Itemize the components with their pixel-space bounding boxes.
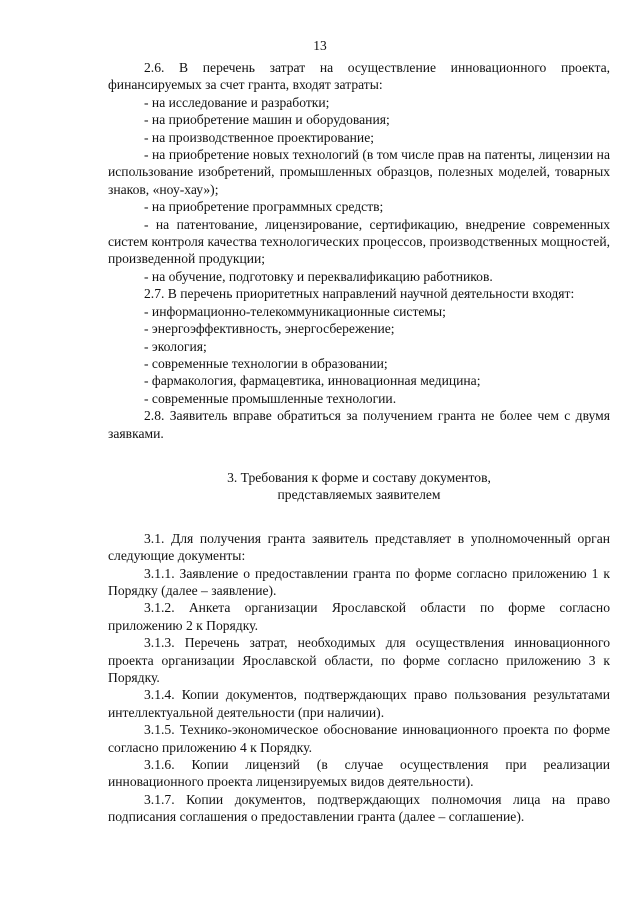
priority-item: - экология;: [144, 338, 207, 354]
paragraph-3-1-3: 3.1.3. Перечень затрат, необходимых для осуществления инновационного проекта организации Ярославской области, по форме согласно приложению 3 к Порядку.: [108, 635, 610, 685]
document-body: [108, 59, 610, 826]
priority-item: - современные технологии в образовании;: [144, 355, 388, 371]
paragraph-3-1-5: 3.1.5. Технико-экономическое обоснование инновационного проекта по форме согласно приложению 4 к Порядку.: [108, 722, 610, 755]
cost-item: - на приобретение новых технологий (в том числе прав на патенты, лицензии на использование изобретений, промышленных образцов, полезных моделей, товарных знаков, «ноу-хау»);: [108, 147, 610, 197]
priority-item: - энергоэффективность, энергосбережение;: [144, 321, 395, 337]
paragraph-3-1: 3.1. Для получения гранта заявитель представляет в уполномоченный орган следующие документы:: [108, 530, 610, 564]
cost-item: - на исследование и разработки;: [144, 94, 330, 110]
paragraph-3-1-7: 3.1.7. Копии документов, подтверждающих полномочия лица на право подписания соглашения о предоставлении гранта (далее – соглашение).: [108, 791, 610, 825]
cost-item: - на производственное проектирование;: [144, 129, 375, 145]
priority-item: - информационно-телекоммуникационные системы;: [144, 303, 446, 319]
paragraph-2-8: 2.8. Заявитель вправе обратиться за получением гранта не более чем с двумя заявками.: [108, 408, 610, 441]
page-number: 13: [313, 38, 327, 53]
cost-item: - на патентование, лицензирование, сертификацию, внедрение современных систем контроля качества технологических процессов, производственных мощностей, произведенной продукции;: [108, 216, 610, 267]
section-3-heading: [108, 469, 610, 504]
section-3-heading-line-2: представляемых заявителем: [277, 487, 441, 503]
priority-item: - современные промышленные технологии.: [144, 390, 397, 406]
cost-item: - на приобретение машин и оборудования;: [144, 112, 390, 128]
paragraph-3-1-4: 3.1.4. Копии документов, подтверждающих право пользования результатами интеллектуальной деятельности (при наличии).: [108, 687, 610, 720]
cost-item: - на обучение, подготовку и переквалификацию работников.: [144, 268, 493, 284]
paragraph-3-1-6: 3.1.6. Копии лицензий (в случае осуществления при реализации инновационного проекта лицензируемых видов деятельности).: [108, 757, 610, 790]
section-3-heading-line-1: 3. Требования к форме и составу документов,: [227, 469, 491, 485]
paragraph-3-1-1: 3.1.1. Заявление о предоставлении гранта по форме согласно приложению 1 к Порядку (далее – заявление).: [108, 565, 610, 598]
priority-item: - фармакология, фармацевтика, инновационная медицина;: [144, 373, 481, 389]
paragraph-3-1-2: 3.1.2. Анкета организации Ярославской области по форме согласно приложению 2 к Порядку.: [108, 600, 610, 633]
paragraph-2-6: 2.6. В перечень затрат на осуществление инновационного проекта, финансируемых за счет гранта, входят затраты:: [108, 60, 610, 93]
paragraph-2-7: 2.7. В перечень приоритетных направлений научной деятельности входят:: [144, 286, 575, 302]
cost-item: - на приобретение программных средств;: [144, 199, 384, 215]
